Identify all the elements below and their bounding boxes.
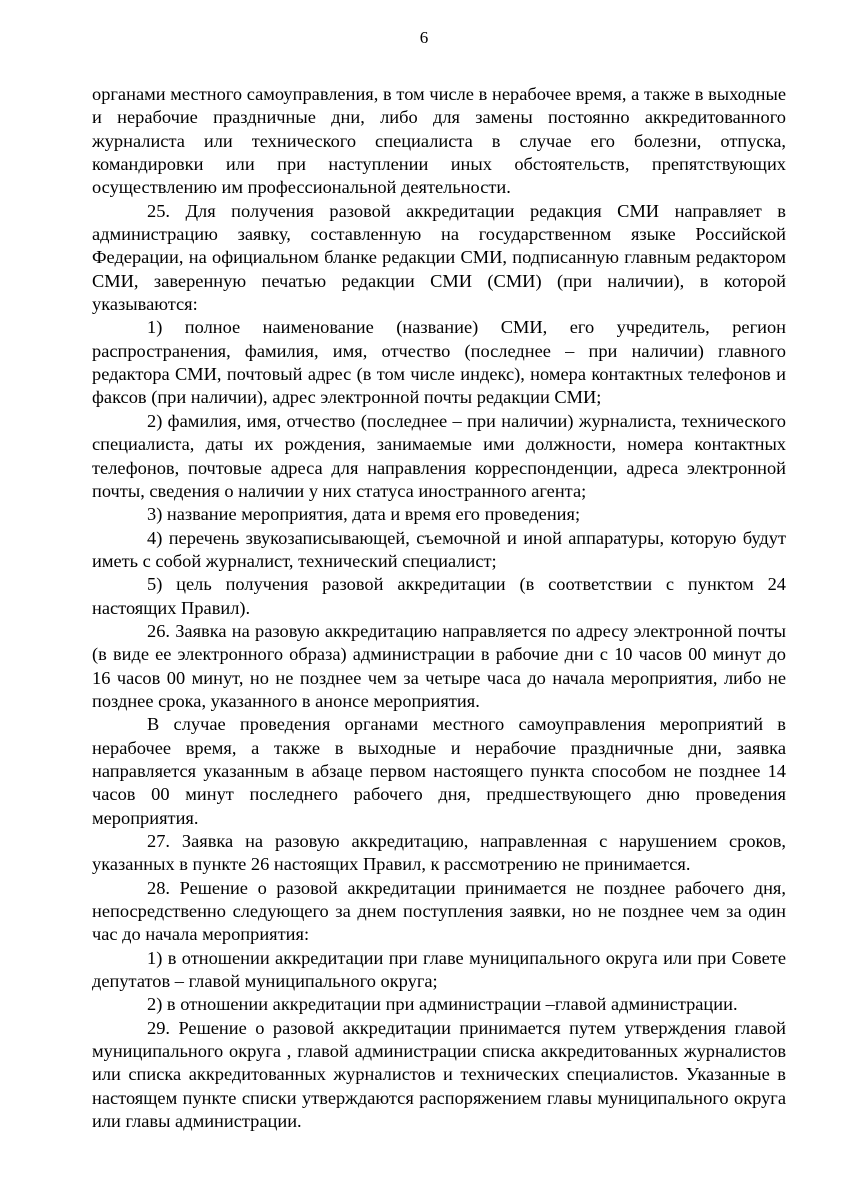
paragraph-subitem-28-2: 2) в отношении аккредитации при администрации –главой администрации. xyxy=(147,994,738,1015)
paragraph-subitem-25-2: 2) фамилия, имя, отчество (последнее – при наличии) журналиста, технического специалиста, даты их рождения, занимаемые ими должности, номера контактных телефонов, почтовые адреса для направления корреспонденции, адреса электронной почты, сведения о наличии у них статуса иностранного агента; xyxy=(92,410,786,501)
paragraph-subitem-28-1: 1) в отношении аккредитации при главе муниципального округа или при Совете депутатов – главой муниципального округа; xyxy=(92,947,786,992)
paragraph-item-26-second: В случае проведения органами местного самоуправления мероприятий в нерабочее время, а также в выходные и нерабочие праздничные дни, заявка направляется указанным в абзаце первом настоящего пункта способом не позднее 14 часов 00 минут последнего рабочего дня, предшествующего дню проведения мероприятия. xyxy=(92,714,786,828)
paragraph-item-26: 26. Заявка на разовую аккредитацию направляется по адресу электронной почты (в виде ее электронного образа) администрации в рабочие дни с 10 часов 00 минут до 16 часов 00 минут, но не позднее чем за четыре часа до начала мероприятия, либо не позднее срока, указанного в анонсе мероприятия. xyxy=(92,620,786,711)
paragraph-item-27: 27. Заявка на разовую аккредитацию, направленная с нарушением сроков, указанных в пункте 26 настоящих Правил, к рассмотрению не принимается. xyxy=(92,831,786,875)
paragraph-subitem-25-1: 1) полное наименование (название) СМИ, его учредитель, регион распространения, фамилия, имя, отчество (последнее – при наличии) главного редактора СМИ, почтовый адрес (в том числе индекс), номера контактных телефонов и факсов (при наличии), адрес электронной почты редакции СМИ; xyxy=(92,317,786,408)
paragraph-item-28: 28. Решение о разовой аккредитации принимается не позднее рабочего дня, непосредственно следующего за днем поступления заявки, но не позднее чем за один час до начала мероприятия: xyxy=(92,877,786,945)
paragraph-subitem-25-3: 3) название мероприятия, дата и время его проведения; xyxy=(147,504,581,525)
paragraph-item-25: 25. Для получения разовой аккредитации редакция СМИ направляет в администрацию заявку, составленную на государственном языке Российской Федерации, на официальном бланке редакции СМИ, подписанную главным редактором СМИ, заверенную печатью редакции СМИ (СМИ) (при наличии), в которой указываются: xyxy=(92,200,786,315)
page-number: 6 xyxy=(419,28,429,47)
paragraph-subitem-25-4: 4) перечень звукозаписывающей, съемочной и иной аппаратуры, которую будут иметь с собой журналист, технический специалист; xyxy=(92,527,786,571)
paragraph-item-29: 29. Решение о разовой аккредитации принимается путем утверждения главой муниципального округа , главой администрации списка аккредитованных журналистов или списка аккредитованных журналистов и технических специалистов. Указанные в настоящем пункте списки утверждаются распоряжением главы муниципального округа или главы администрации. xyxy=(92,1017,786,1132)
paragraph-continuation: органами местного самоуправления, в том числе в нерабочее время, а также в выходные и нерабочие праздничные дни, либо для замены постоянно аккредитованного журналиста или технического специалиста в случае его болезни, отпуска, командировки или при наступлении иных обстоятельств, препятствующих осуществлению им профессиональной деятельности. xyxy=(92,84,786,198)
paragraph-subitem-25-5: 5) цель получения разовой аккредитации (в соответствии с пунктом 24 настоящих Правил). xyxy=(92,574,786,618)
document-body xyxy=(92,83,786,1133)
